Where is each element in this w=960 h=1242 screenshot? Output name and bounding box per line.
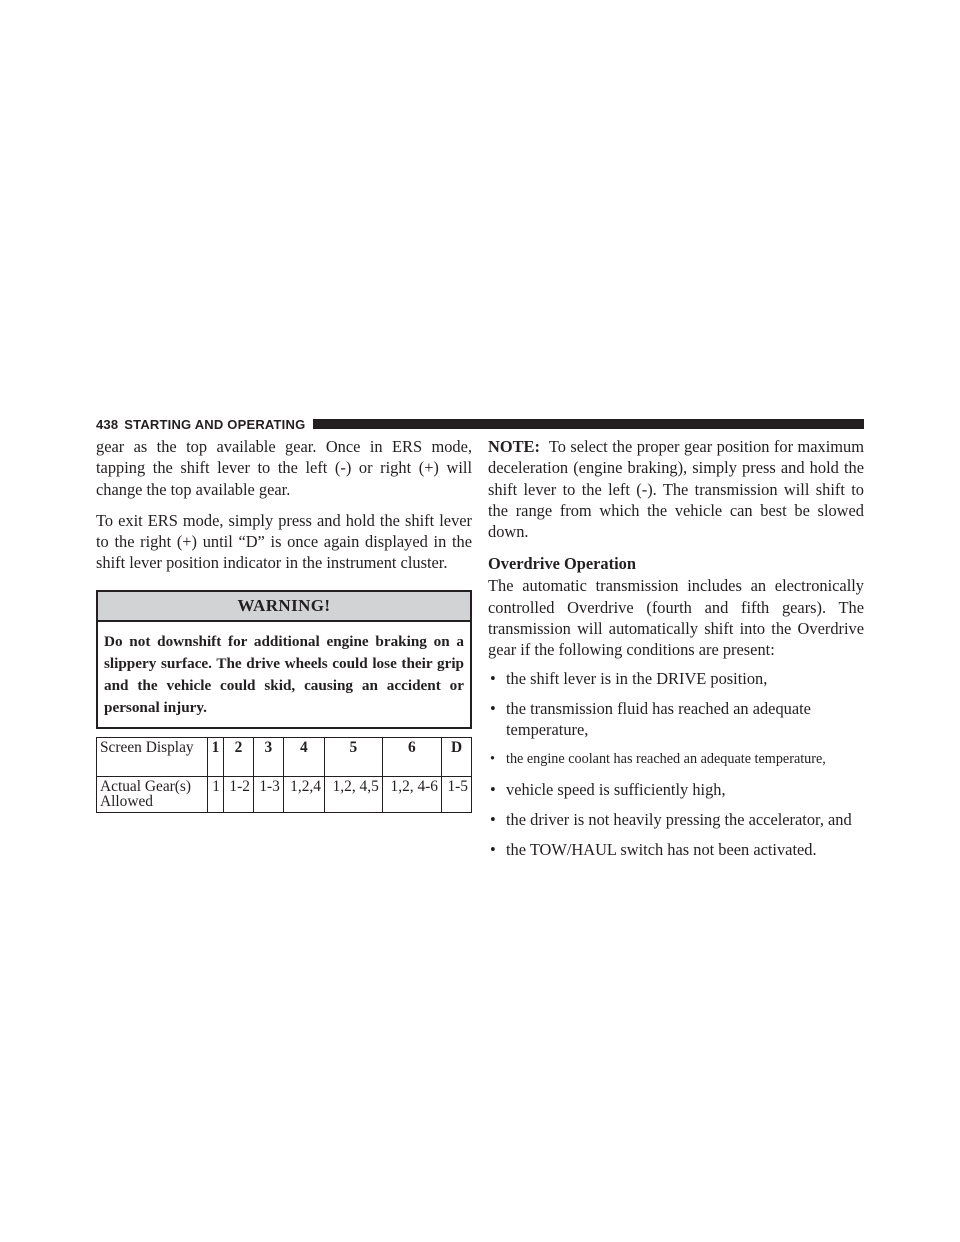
bullet-icon: • <box>490 668 496 688</box>
list-item: • the engine coolant has reached an adequate temperature, <box>488 749 864 770</box>
section-title: STARTING AND OPERATING <box>124 416 306 432</box>
list-item: • the transmission fluid has reached an adequate temperature, <box>490 698 811 739</box>
bullet-icon: • <box>490 750 495 767</box>
table-cell: 2 <box>223 737 253 776</box>
warning-box <box>96 590 472 729</box>
page-header <box>96 417 864 431</box>
table-row-actual-gears <box>97 776 472 812</box>
table-cell: 1-3 <box>253 776 283 812</box>
warning-title: WARNING! <box>98 592 470 622</box>
note-text: To select the proper gear position for maximum deceleration (engine braking), simply press and hold the shift lever to the left (-). The transmission will shift to the range from which the vehicle can best be slowed down. <box>488 437 864 542</box>
table-cell: 1,2,4 <box>283 776 324 812</box>
subheading-overdrive: Overdrive Operation <box>488 554 636 574</box>
table-row-label: Actual Gear(s) Allowed <box>97 776 208 812</box>
table-cell: D <box>442 737 472 776</box>
table-row-screen-display <box>97 737 472 776</box>
paragraph-exit-ers: To exit ERS mode, simply press and hold the shift lever to the right (+) until “D” is once again displayed in the shift lever position indicator in the instrument cluster. <box>96 510 472 573</box>
header-rule <box>313 419 864 429</box>
table-cell: 5 <box>324 737 382 776</box>
list-item: • the shift lever is in the DRIVE position, <box>490 668 768 688</box>
table-cell: 1,2, 4,5 <box>324 776 382 812</box>
left-column <box>96 436 472 813</box>
page-number: 438 <box>96 416 119 432</box>
bullet-icon: • <box>490 779 496 799</box>
list-item: • the TOW/HAUL switch has not been activated. <box>490 839 817 859</box>
bullet-icon: • <box>490 698 496 718</box>
table-cell: 1-5 <box>442 776 472 812</box>
gear-table <box>96 737 472 813</box>
table-cell: 1,2, 4-6 <box>382 776 441 812</box>
table-cell: 1 <box>208 776 224 812</box>
paragraph-ers-top-gear: gear as the top available gear. Once in ERS mode, tapping the shift lever to the left (-) or right (+) will change the top available gear. <box>96 437 472 499</box>
conditions-list <box>488 668 864 860</box>
note-label: NOTE: <box>488 437 540 456</box>
list-item: • the driver is not heavily pressing the accelerator, and <box>490 809 852 829</box>
bullet-icon: • <box>490 839 496 859</box>
note-paragraph <box>488 436 864 542</box>
paragraph-overdrive: The automatic transmission includes an electronically controlled Overdrive (fourth and fifth gears). The transmission will automatically shift into the Overdrive gear if the following conditions are present: <box>488 576 864 660</box>
table-cell: 3 <box>253 737 283 776</box>
table-row-label: Screen Display <box>97 737 208 776</box>
table-cell: 4 <box>283 737 324 776</box>
list-item: • vehicle speed is sufficiently high, <box>490 779 726 799</box>
table-cell: 1 <box>208 737 224 776</box>
table-cell: 6 <box>382 737 441 776</box>
table-cell: 1-2 <box>223 776 253 812</box>
right-column <box>488 436 864 869</box>
bullet-icon: • <box>490 809 496 829</box>
warning-text: Do not downshift for additional engine braking on a slippery surface. The drive wheels could lose their grip and the vehicle could skid, causing an accident or personal injury. <box>104 632 464 716</box>
